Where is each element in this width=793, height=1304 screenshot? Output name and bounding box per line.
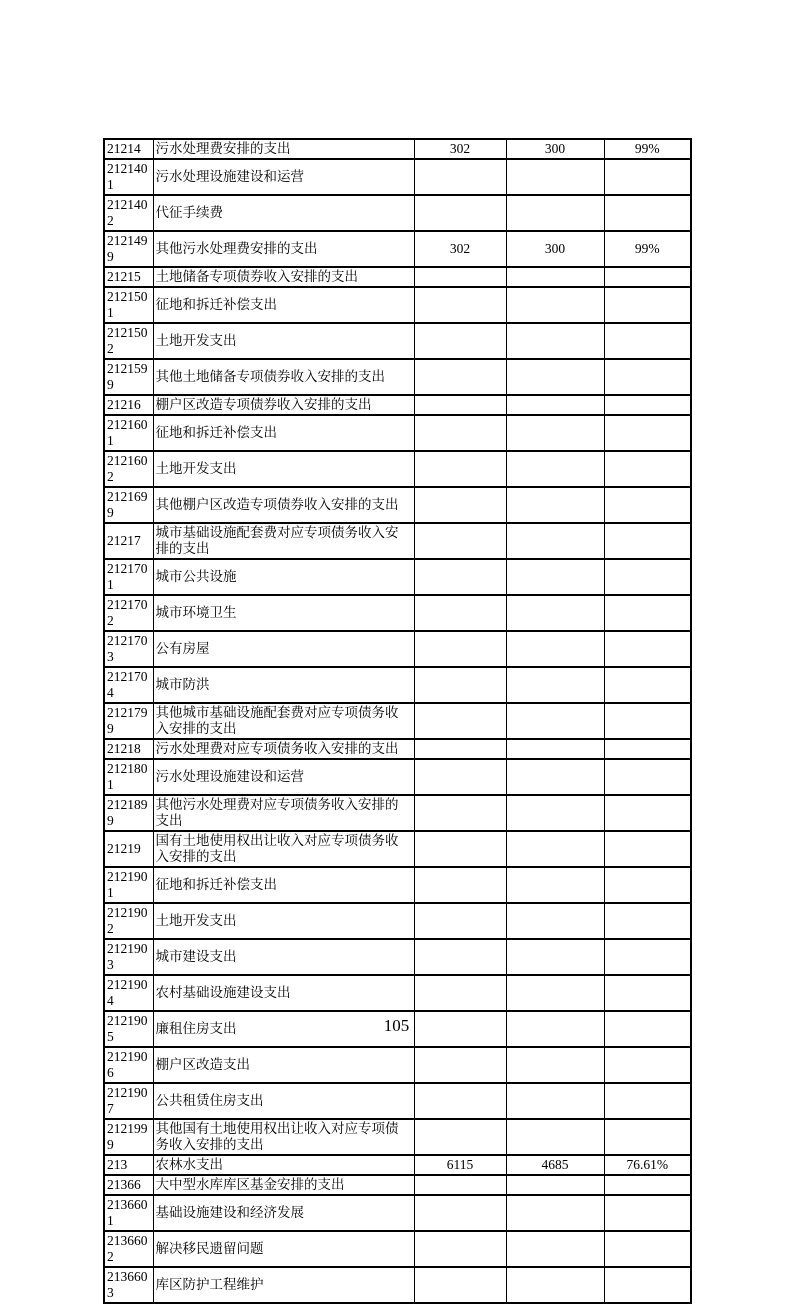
table-row [104,559,691,595]
table-row [104,631,691,667]
value1-cell [414,1231,506,1267]
value2-cell [506,667,604,703]
value2-cell [506,159,604,195]
code-cell: 2121599 [104,359,153,395]
value2-cell [506,195,604,231]
value2-cell [506,1175,604,1195]
code-cell: 21214 [104,139,153,159]
item-name-cell: 其他城市基础设施配套费对应专项债务收入安排的支出 [153,703,414,739]
value2-cell [506,1083,604,1119]
value1-cell [414,287,506,323]
table-row [104,1155,691,1175]
table-row [104,323,691,359]
item-name-cell: 国有土地使用权出让收入对应专项债务收入安排的支出 [153,831,414,867]
value1-cell [414,359,506,395]
percent-cell [604,195,691,231]
table-row [104,1175,691,1195]
table-row [104,1267,691,1303]
value1-cell [414,323,506,359]
page-number: 105 [383,1016,410,1035]
code-cell: 2121699 [104,487,153,523]
value2-cell [506,395,604,415]
value1-cell [414,195,506,231]
table-row [104,395,691,415]
item-name-cell: 棚户区改造支出 [153,1047,414,1083]
item-name-cell: 土地开发支出 [153,451,414,487]
percent-cell [604,523,691,559]
percent-cell [604,595,691,631]
code-cell: 2121703 [104,631,153,667]
code-cell: 2121999 [104,1119,153,1155]
code-cell: 2121502 [104,323,153,359]
code-cell: 21366 [104,1175,153,1195]
value1-cell [414,1195,506,1231]
item-name-cell: 其他污水处理费安排的支出 [153,231,414,267]
code-cell: 2136603 [104,1267,153,1303]
item-name-cell: 征地和拆迁补偿支出 [153,867,414,903]
table-row [104,939,691,975]
table-row [104,903,691,939]
item-name-cell: 解决移民遗留问题 [153,1231,414,1267]
table-row [104,231,691,267]
table-row [104,1231,691,1267]
table-row [104,595,691,631]
value2-cell [506,523,604,559]
percent-cell [604,1231,691,1267]
value2-cell [506,739,604,759]
item-name-cell: 棚户区改造专项债券收入安排的支出 [153,395,414,415]
value1-cell [414,415,506,451]
budget-table [103,138,692,1304]
value1-cell [414,559,506,595]
percent-cell [604,1047,691,1083]
table-row [104,159,691,195]
percent-cell [604,759,691,795]
item-name-cell: 污水处理设施建设和运营 [153,759,414,795]
code-cell: 2121702 [104,595,153,631]
code-cell: 21219 [104,831,153,867]
value1-cell [414,759,506,795]
item-name-cell: 污水处理费安排的支出 [153,139,414,159]
value2-cell [506,1267,604,1303]
value1-cell [414,867,506,903]
value2-cell [506,595,604,631]
table-row [104,1083,691,1119]
percent-cell [604,451,691,487]
value2-cell [506,975,604,1011]
budget-expenditure-table [103,138,690,1304]
table-row [104,739,691,759]
value1-cell [414,631,506,667]
value1-cell [414,451,506,487]
table-row [104,415,691,451]
value1-cell [414,667,506,703]
value2-cell [506,1231,604,1267]
percent-cell [604,487,691,523]
value2-cell [506,631,604,667]
item-name-cell: 农村基础设施建设支出 [153,975,414,1011]
code-cell: 21216 [104,395,153,415]
item-name-cell: 其他土地储备专项债券收入安排的支出 [153,359,414,395]
percent-cell: 99% [604,231,691,267]
table-row [104,795,691,831]
code-cell: 2121401 [104,159,153,195]
table-row [104,139,691,159]
table-row [104,975,691,1011]
value2-cell [506,867,604,903]
value1-cell [414,703,506,739]
percent-cell [604,1175,691,1195]
percent-cell [604,359,691,395]
percent-cell [604,795,691,831]
value2-cell [506,795,604,831]
code-cell: 2121601 [104,415,153,451]
value2-cell [506,939,604,975]
value2-cell [506,903,604,939]
item-name-cell: 城市基础设施配套费对应专项债务收入安排的支出 [153,523,414,559]
percent-cell [604,739,691,759]
item-name-cell: 污水处理设施建设和运营 [153,159,414,195]
value2-cell [506,703,604,739]
code-cell: 2121704 [104,667,153,703]
percent-cell: 76.61% [604,1155,691,1175]
item-name-cell: 其他污水处理费对应专项债务收入安排的支出 [153,795,414,831]
value2-cell [506,267,604,287]
item-name-cell: 代征手续费 [153,195,414,231]
percent-cell [604,159,691,195]
table-row [104,359,691,395]
item-name-cell: 农林水支出 [153,1155,414,1175]
item-name-cell: 公有房屋 [153,631,414,667]
value2-cell: 300 [506,231,604,267]
value1-cell [414,903,506,939]
code-cell: 2121801 [104,759,153,795]
code-cell: 21217 [104,523,153,559]
value1-cell [414,831,506,867]
value1-cell: 302 [414,139,506,159]
table-row [104,1195,691,1231]
value1-cell [414,595,506,631]
value2-cell: 300 [506,139,604,159]
code-cell: 2121907 [104,1083,153,1119]
percent-cell [604,395,691,415]
code-cell: 2121602 [104,451,153,487]
percent-cell [604,867,691,903]
percent-cell [604,267,691,287]
code-cell: 2121701 [104,559,153,595]
value1-cell [414,739,506,759]
value1-cell [414,267,506,287]
item-name-cell: 城市公共设施 [153,559,414,595]
value1-cell [414,795,506,831]
item-name-cell: 其他国有土地使用权出让收入对应专项债务收入安排的支出 [153,1119,414,1155]
percent-cell [604,559,691,595]
code-cell: 2121905 [104,1011,153,1047]
table-row [104,667,691,703]
value1-cell [414,159,506,195]
value1-cell: 302 [414,231,506,267]
code-cell: 213 [104,1155,153,1175]
item-name-cell: 库区防护工程维护 [153,1267,414,1303]
code-cell: 2121501 [104,287,153,323]
item-name-cell: 污水处理费对应专项债务收入安排的支出 [153,739,414,759]
item-name-cell: 城市防洪 [153,667,414,703]
value2-cell [506,1047,604,1083]
percent-cell [604,831,691,867]
code-cell: 21215 [104,267,153,287]
code-cell: 2121899 [104,795,153,831]
table-row [104,451,691,487]
code-cell: 21218 [104,739,153,759]
item-name-cell: 土地开发支出 [153,903,414,939]
value2-cell [506,1119,604,1155]
item-name-cell: 征地和拆迁补偿支出 [153,287,414,323]
value1-cell [414,1047,506,1083]
code-cell: 2121904 [104,975,153,1011]
item-name-cell: 征地和拆迁补偿支出 [153,415,414,451]
item-name-cell: 其他棚户区改造专项债券收入安排的支出 [153,487,414,523]
budget-table-body [104,139,691,1303]
code-cell: 2121499 [104,231,153,267]
percent-cell [604,1195,691,1231]
value1-cell [414,1175,506,1195]
value2-cell [506,487,604,523]
percent-cell [604,1083,691,1119]
table-row [104,759,691,795]
value2-cell [506,451,604,487]
value1-cell [414,487,506,523]
percent-cell [604,1267,691,1303]
percent-cell [604,415,691,451]
percent-cell [604,939,691,975]
value1-cell: 6115 [414,1155,506,1175]
percent-cell: 99% [604,139,691,159]
value2-cell [506,759,604,795]
table-row [104,1119,691,1155]
value2-cell [506,831,604,867]
percent-cell [604,703,691,739]
code-cell: 2136601 [104,1195,153,1231]
percent-cell [604,1119,691,1155]
value1-cell [414,975,506,1011]
value1-cell [414,939,506,975]
value1-cell [414,395,506,415]
value1-cell [414,523,506,559]
percent-cell [604,667,691,703]
percent-cell [604,323,691,359]
percent-cell [604,287,691,323]
code-cell: 2136602 [104,1231,153,1267]
table-row [104,195,691,231]
value2-cell [506,415,604,451]
percent-cell [604,975,691,1011]
table-row [104,267,691,287]
percent-cell [604,903,691,939]
table-row [104,287,691,323]
code-cell: 2121901 [104,867,153,903]
table-row [104,1047,691,1083]
item-name-cell: 基础设施建设和经济发展 [153,1195,414,1231]
value2-cell [506,287,604,323]
code-cell: 2121402 [104,195,153,231]
code-cell: 2121902 [104,903,153,939]
item-name-cell: 土地储备专项债券收入安排的支出 [153,267,414,287]
code-cell: 2121903 [104,939,153,975]
table-row [104,523,691,559]
value2-cell [506,359,604,395]
item-name-cell: 廉租住房支出 [153,1011,414,1047]
table-row [104,831,691,867]
item-name-cell: 公共租赁住房支出 [153,1083,414,1119]
value2-cell [506,1195,604,1231]
value1-cell [414,1267,506,1303]
value2-cell [506,559,604,595]
percent-cell [604,631,691,667]
item-name-cell: 大中型水库库区基金安排的支出 [153,1175,414,1195]
item-name-cell: 土地开发支出 [153,323,414,359]
value1-cell [414,1083,506,1119]
table-row [104,487,691,523]
code-cell: 2121906 [104,1047,153,1083]
item-name-cell: 城市环境卫生 [153,595,414,631]
value1-cell [414,1119,506,1155]
code-cell: 2121799 [104,703,153,739]
table-row [104,703,691,739]
table-row [104,867,691,903]
item-name-cell: 城市建设支出 [153,939,414,975]
value2-cell: 4685 [506,1155,604,1175]
value2-cell [506,323,604,359]
